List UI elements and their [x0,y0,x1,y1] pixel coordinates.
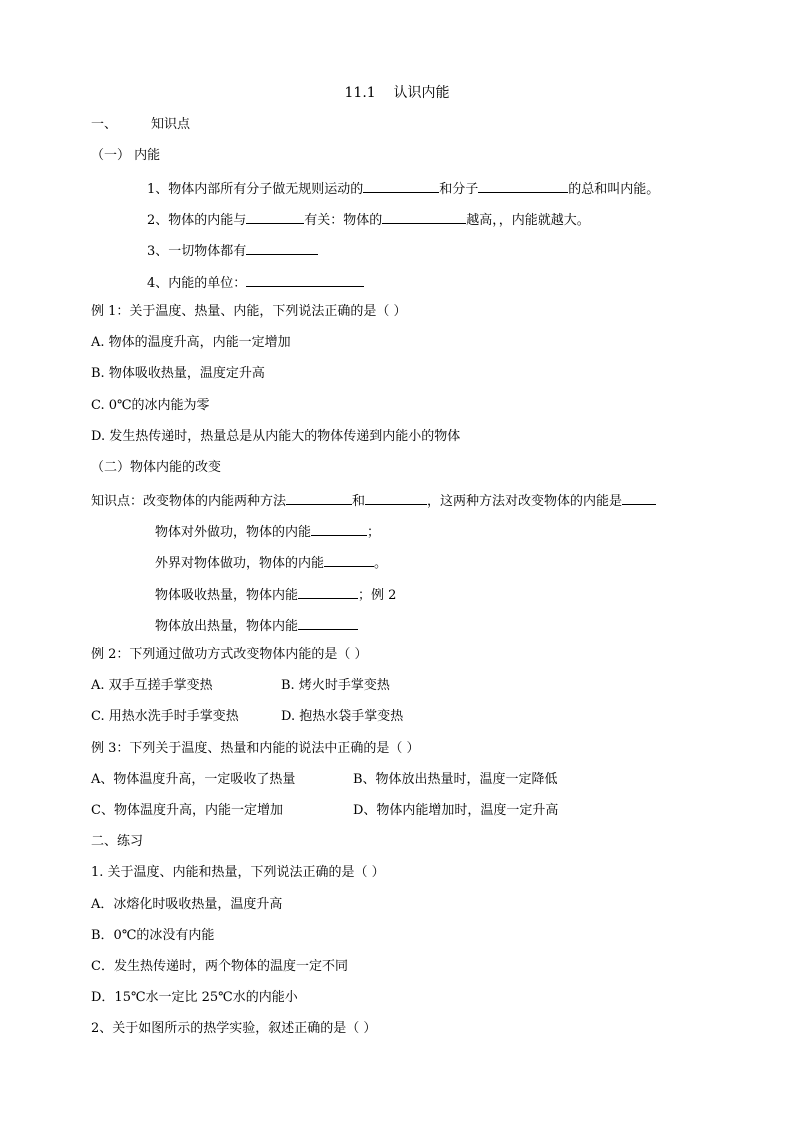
example-2-option-a: A. 双手互搓手掌变热 [91,678,213,693]
example-1-option-a: A. 物体的温度升高，内能一定增加 [91,335,291,350]
example-3-option-d: D、物体内能增加时，温度一定升高 [353,803,559,818]
section-1-heading [91,117,190,133]
change-1 [155,522,380,541]
practice-1-question: 1. 关于温度、内能和热量，下列说法正确的是（ ） [91,865,385,880]
example-1-question: 例 1：关于温度、热量、内能，下列说法正确的是（ ） [91,304,407,319]
example-2-option-c: C. 用热水洗手时手掌变热 [91,709,239,724]
item-2-text-b: 有关：物体的 [304,213,383,228]
change-2-end: 。 [374,556,388,571]
blank-3[interactable] [246,241,318,255]
item-1 [147,179,659,198]
example-3-options-row-2 [91,803,558,819]
practice-1-option-a: A．冰熔化时吸收热量，温度升高 [91,897,283,912]
change-4-text: 物体放出热量，物体内能 [155,619,299,634]
item-2-text-c: 越高，，内能就越大。 [466,213,590,228]
practice-1-option-b: B．0℃的冰没有内能 [91,928,215,943]
knowledge-point [91,491,656,510]
kp-text-a: 知识点：改变物体的内能两种方法 [91,494,287,509]
item-2 [147,210,590,229]
blank-2a[interactable] [246,210,304,224]
example-1-option-b: B. 物体吸收热量，温度定升高 [91,366,265,381]
change-3-end: ；例 2 [358,588,397,603]
blank-change-1[interactable] [311,522,367,536]
example-2-options-row-1 [91,678,390,694]
change-3-text: 物体吸收热量，物体内能 [155,588,299,603]
example-3-options-row-1 [91,772,558,788]
example-3-option-b: B、物体放出热量时，温度一定降低 [353,772,558,787]
example-2-option-d: D. 抱热水袋手掌变热 [281,709,404,724]
kp-text-b: 和 [352,494,366,509]
example-3-question: 例 3：下列关于温度、热量和内能的说法中正确的是（ ） [91,741,420,756]
blank-kp-a[interactable] [286,491,352,505]
page-title: 11.1 认识内能 [344,85,450,101]
subsection-1-heading: （一） 内能 [91,148,161,163]
blank-kp-c[interactable] [622,491,656,505]
change-1-text: 物体对外做功，物体的内能 [155,525,312,540]
blank-change-3[interactable] [298,585,358,599]
example-3-option-c: C、物体温度升高，内能一定增加 [91,803,283,818]
example-2-option-b: B. 烤火时手掌变热 [281,678,390,693]
blank-1b[interactable] [478,179,568,193]
section-1-number: 一、 [91,117,118,132]
item-3 [147,241,318,260]
blank-change-2[interactable] [324,553,374,567]
example-1-option-c: C. 0℃的冰内能为零 [91,398,210,413]
practice-2-question: 2、关于如图所示的热学实验，叙述正确的是（ ） [91,1021,377,1036]
item-1-text-c: 的总和叫内能。 [568,182,660,197]
example-1-option-d: D. 发生热传递时，热量总是从内能大的物体传递到内能小的物体 [91,429,461,444]
section-1-title: 知识点 [151,117,191,132]
change-3 [155,585,396,604]
change-2 [155,553,387,572]
section-2-heading: 二、练习 [91,834,144,849]
example-3-option-a: A、物体温度升高，一定吸收了热量 [91,772,296,787]
blank-2b[interactable] [382,210,466,224]
item-2-text-a: 2、物体的内能与 [147,213,247,228]
blank-change-4[interactable] [298,616,358,630]
item-4-text: 4、内能的单位： [147,276,247,291]
item-1-text-a: 1、物体内部所有分子做无规则运动的 [147,182,364,197]
change-4 [155,616,358,635]
example-2-question: 例 2：下列通过做功方式改变物体内能的是（ ） [91,647,368,662]
blank-kp-b[interactable] [365,491,427,505]
blank-1a[interactable] [363,179,439,193]
practice-1-option-d: D．15℃水一定比 25℃水的内能小 [91,990,298,1005]
change-1-end: ； [367,525,381,540]
item-3-text: 3、一切物体都有 [147,244,247,259]
practice-1-option-c: C．发生热传递时，两个物体的温度一定不同 [91,959,348,974]
example-2-options-row-2 [91,709,403,725]
item-4 [147,273,364,292]
change-2-text: 外界对物体做功，物体的内能 [155,556,325,571]
item-1-text-b: 和分子 [439,182,479,197]
subsection-2-heading: （二）物体内能的改变 [91,460,222,475]
kp-text-c: ，这两种方法对改变物体的内能是 [427,494,623,509]
blank-4[interactable] [246,273,364,287]
